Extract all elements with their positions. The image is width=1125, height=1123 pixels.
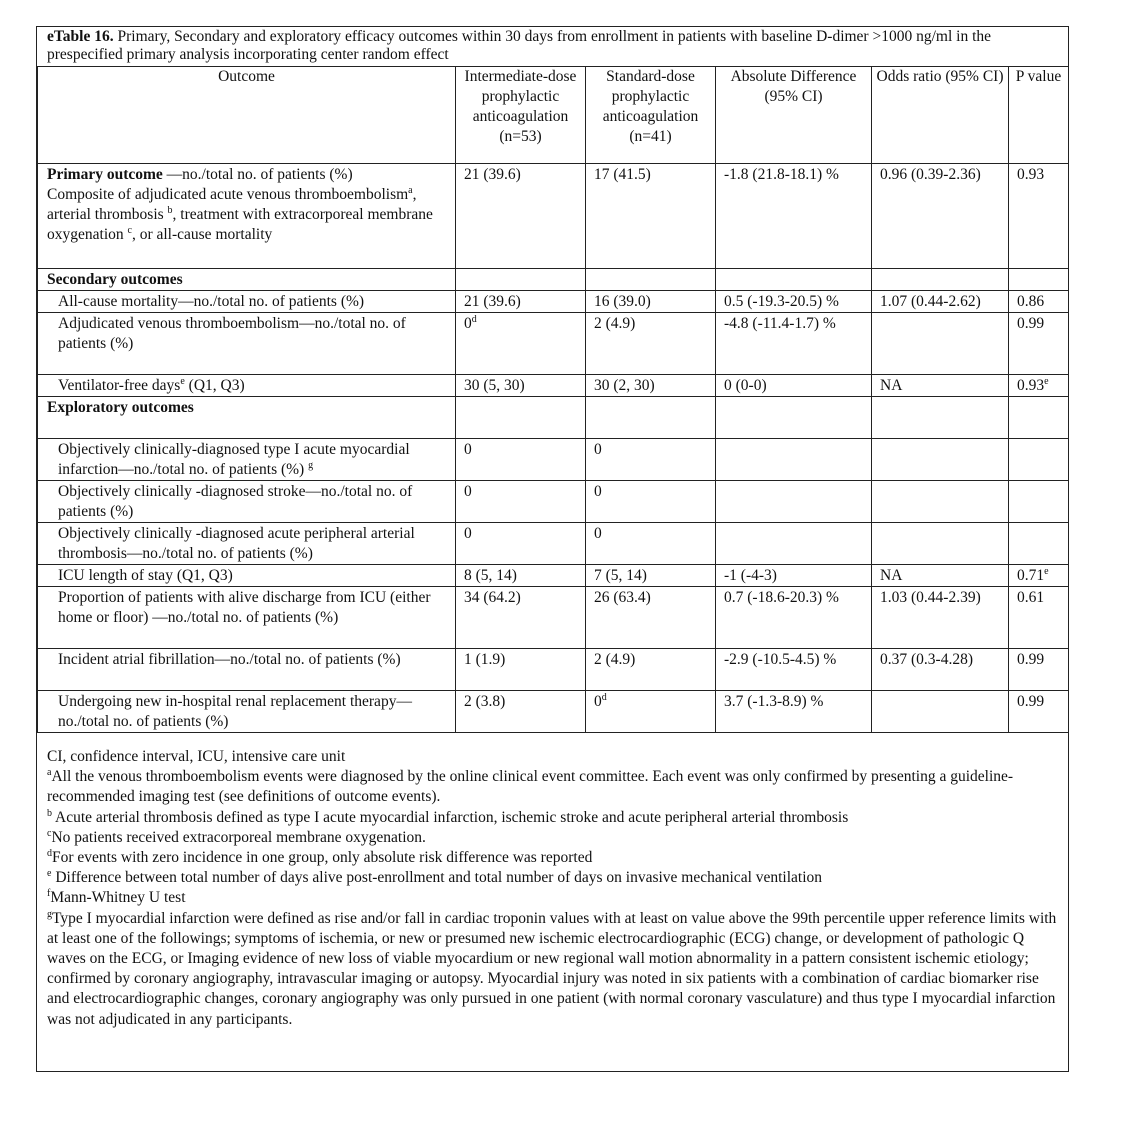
footnote-ref-a: a: [408, 184, 413, 196]
caption-text: Primary, Secondary and exploratory efficacy outcomes within 30 days from enrollment in patients with baseline D-dimer >1000 ng/ml in the prespecified primary analysis incorporating center random effect: [47, 28, 992, 63]
mortality-absdiff: 0.5 (-19.3-20.5) %: [716, 291, 872, 313]
af-standard: 2 (4.9): [586, 649, 716, 691]
footnote-mark-f: f: [47, 888, 51, 900]
af-intermediate: 1 (1.9): [456, 649, 586, 691]
header-or: Odds ratio (95% CI): [872, 67, 1009, 164]
row-ventilator: [38, 375, 1069, 397]
row-icu-los: [38, 565, 1069, 587]
footnote-a: [47, 767, 1057, 807]
footnote-ref-c: c: [127, 224, 132, 236]
primary-p: 0.93: [1009, 164, 1069, 269]
ventilator-p: [1009, 375, 1069, 397]
primary-label: [38, 164, 456, 269]
mortality-standard: 16 (39.0): [586, 291, 716, 313]
af-label: Incident atrial fibrillation—no./total no. of patients (%): [38, 649, 456, 691]
footnote-g-text: Type I myocardial infarction were defined as rise and/or fall in cardiac troponin values with at least on value above the 99th percentile upper reference limits with at least one of the followings; symptoms of ischemia, or new or presumed new ischemic electrocardiographic (ECG) change, or development of pathologic Q waves on the ECG, or Imaging evidence of new loss of viable myocardium or new regional wall motion abnormality in a pattern consistent ischemic etiology; confirmed by coronary angiography, intravascular imaging or autopsy. Myocardial injury was noted in six patients with a combination of cardiac biomarker rise and electrocardiographic changes, coronary angiography was only pursued in one patient (with normal coronary vasculature) and thus type I myocardial infarction was not adjudicated in any participants.: [47, 909, 1057, 1028]
footnote-d-text: For events with zero incidence in one group, only absolute risk difference was reported: [52, 849, 593, 867]
icu-los-intermediate: 8 (5, 14): [456, 565, 586, 587]
header-p: P value: [1009, 67, 1069, 164]
row-mortality: [38, 291, 1069, 313]
footnote-c-text: No patients received extracorporeal membrane oxygenation.: [51, 828, 426, 846]
discharge-or: 1.03 (0.44-2.39): [872, 587, 1009, 649]
ventilator-intermediate: 30 (5, 30): [456, 375, 586, 397]
row-stroke: [38, 481, 1069, 523]
discharge-label: Proportion of patients with alive discharge from ICU (either home or floor) —no./total no. of patients (%): [38, 587, 456, 649]
icu-los-or: NA: [872, 565, 1009, 587]
rrt-standard-value: 0: [594, 693, 602, 710]
pat-label: Objectively clinically -diagnosed acute peripheral arterial thrombosis—no./total no. of patients (%): [38, 523, 456, 565]
mi-intermediate: 0: [456, 439, 586, 481]
row-rrt: [38, 691, 1069, 733]
row-primary: [38, 164, 1069, 269]
row-pat: [38, 523, 1069, 565]
ventilator-label-rest: (Q1, Q3): [184, 377, 245, 394]
row-vte: [38, 313, 1069, 375]
row-secondary-header: [38, 269, 1069, 291]
footnote-g: [47, 909, 1057, 1030]
primary-absdiff: -1.8 (21.8-18.1) %: [716, 164, 872, 269]
icu-los-standard: 7 (5, 14): [586, 565, 716, 587]
mortality-intermediate: 21 (39.6): [456, 291, 586, 313]
table-caption: [47, 28, 1057, 64]
primary-or: 0.96 (0.39-2.36): [872, 164, 1009, 269]
primary-intermediate: 21 (39.6): [456, 164, 586, 269]
header-absdiff: Absolute Difference (95% CI): [716, 67, 872, 164]
discharge-absdiff: 0.7 (-18.6-20.3) %: [716, 587, 872, 649]
icu-los-label: ICU length of stay (Q1, Q3): [38, 565, 456, 587]
af-p: 0.99: [1009, 649, 1069, 691]
vte-or: [872, 313, 1009, 375]
discharge-intermediate: 34 (64.2): [456, 587, 586, 649]
rrt-intermediate: 2 (3.8): [456, 691, 586, 733]
ventilator-standard: 30 (2, 30): [586, 375, 716, 397]
primary-title: Primary outcome: [47, 166, 163, 183]
mortality-p: 0.86: [1009, 291, 1069, 313]
af-or: 0.37 (0.3-4.28): [872, 649, 1009, 691]
footnote-ref-e: e: [1044, 565, 1049, 577]
primary-desc-2: , arterial thrombosis: [47, 186, 417, 223]
vte-p: 0.99: [1009, 313, 1069, 375]
rrt-or: [872, 691, 1009, 733]
footnote-ref-b: b: [167, 204, 173, 216]
footnote-ref-g: g: [308, 459, 314, 471]
row-exploratory-header: [38, 397, 1069, 439]
footnote-f: [47, 888, 1057, 908]
footnote-b-text: Acute arterial thrombosis defined as type I acute myocardial infarction, ischemic stroke and acute peripheral arterial thrombosis: [52, 808, 849, 826]
ventilator-p-value: 0.93: [1017, 377, 1045, 394]
footnote-c: [47, 828, 1057, 848]
footnote-ref-d: d: [471, 313, 477, 325]
footnote-mark-e: e: [47, 868, 52, 880]
footnote-mark-c: c: [47, 827, 52, 839]
mortality-label: All-cause mortality—no./total no. of patients (%): [38, 291, 456, 313]
vte-label: Adjudicated venous thromboembolism—no./total no. of patients (%): [38, 313, 456, 375]
rrt-absdiff: 3.7 (-1.3-8.9) %: [716, 691, 872, 733]
mi-label-text: Objectively clinically-diagnosed type I acute myocardial infarction—no./total no. of patients (%): [58, 441, 410, 478]
header-row: [38, 67, 1069, 164]
vte-intermediate: [456, 313, 586, 375]
pat-standard: 0: [586, 523, 716, 565]
footnote-e: [47, 868, 1057, 888]
primary-standard: 17 (41.5): [586, 164, 716, 269]
vte-intermediate-value: 0: [464, 315, 472, 332]
icu-los-p-value: 0.71: [1017, 567, 1045, 584]
table-footnotes: [47, 747, 1057, 1030]
row-af: [38, 649, 1069, 691]
footnote-ref-e: e: [1044, 375, 1049, 387]
vte-absdiff: -4.8 (-11.4-1.7) %: [716, 313, 872, 375]
row-mi: [38, 439, 1069, 481]
footnote-d: [47, 848, 1057, 868]
ventilator-label-text: Ventilator-free days: [58, 377, 181, 394]
exploratory-header: Exploratory outcomes: [38, 397, 456, 439]
icu-los-p: [1009, 565, 1069, 587]
mortality-or: 1.07 (0.44-2.62): [872, 291, 1009, 313]
secondary-header: Secondary outcomes: [38, 269, 456, 291]
footnote-mark-a: a: [47, 767, 52, 779]
footnote-b: [47, 808, 1057, 828]
header-outcome: Outcome: [38, 67, 456, 164]
rrt-label: Undergoing new in-hospital renal replacement therapy—no./total no. of patients (%): [38, 691, 456, 733]
rrt-standard: [586, 691, 716, 733]
primary-title-rest: —no./total no. of patients (%): [162, 166, 353, 183]
header-intermediate: Intermediate-dose prophylactic anticoagulation (n=53): [456, 67, 586, 164]
ventilator-absdiff: 0 (0-0): [716, 375, 872, 397]
vte-standard: 2 (4.9): [586, 313, 716, 375]
mi-standard: 0: [586, 439, 716, 481]
footnote-e-text: Difference between total number of days alive post-enrollment and total number of days on invasive mechanical ventilation: [51, 869, 823, 887]
footnote-ref-e: e: [180, 375, 185, 387]
ventilator-label: [38, 375, 456, 397]
af-absdiff: -2.9 (-10.5-4.5) %: [716, 649, 872, 691]
mi-label: [38, 439, 456, 481]
footnote-f-text: Mann-Whitney U test: [50, 889, 186, 907]
ventilator-or: NA: [872, 375, 1009, 397]
icu-los-absdiff: -1 (-4-3): [716, 565, 872, 587]
primary-desc-1: Composite of adjudicated acute venous thromboembolism: [47, 186, 409, 203]
discharge-p: 0.61: [1009, 587, 1069, 649]
footnote-mark-d: d: [47, 847, 52, 859]
footnote-mark-b: b: [47, 807, 52, 819]
row-discharge: [38, 587, 1069, 649]
caption-label: eTable 16.: [47, 28, 114, 45]
primary-desc-4: , or all-cause mortality: [131, 226, 273, 243]
stroke-intermediate: 0: [456, 481, 586, 523]
rrt-p: 0.99: [1009, 691, 1069, 733]
footnote-a-text: All the venous thromboembolism events were diagnosed by the online clinical event committee. Each event was only confirmed by presenting a guideline-recommended imaging test (see definitions of outcome events).: [47, 768, 1014, 806]
header-standard: Standard-dose prophylactic anticoagulation (n=41): [586, 67, 716, 164]
stroke-standard: 0: [586, 481, 716, 523]
etable-frame: [36, 26, 1069, 1072]
footnote-ref-d: d: [601, 691, 607, 703]
outcomes-table: [37, 66, 1069, 733]
pat-intermediate: 0: [456, 523, 586, 565]
footnote-abbrev: CI, confidence interval, ICU, intensive care unit: [47, 748, 346, 765]
footnote-mark-g: g: [47, 908, 52, 920]
stroke-label: Objectively clinically -diagnosed stroke—no./total no. of patients (%): [38, 481, 456, 523]
discharge-standard: 26 (63.4): [586, 587, 716, 649]
primary-desc-3: , treatment with extracorporeal membrane oxygenation: [47, 206, 433, 243]
